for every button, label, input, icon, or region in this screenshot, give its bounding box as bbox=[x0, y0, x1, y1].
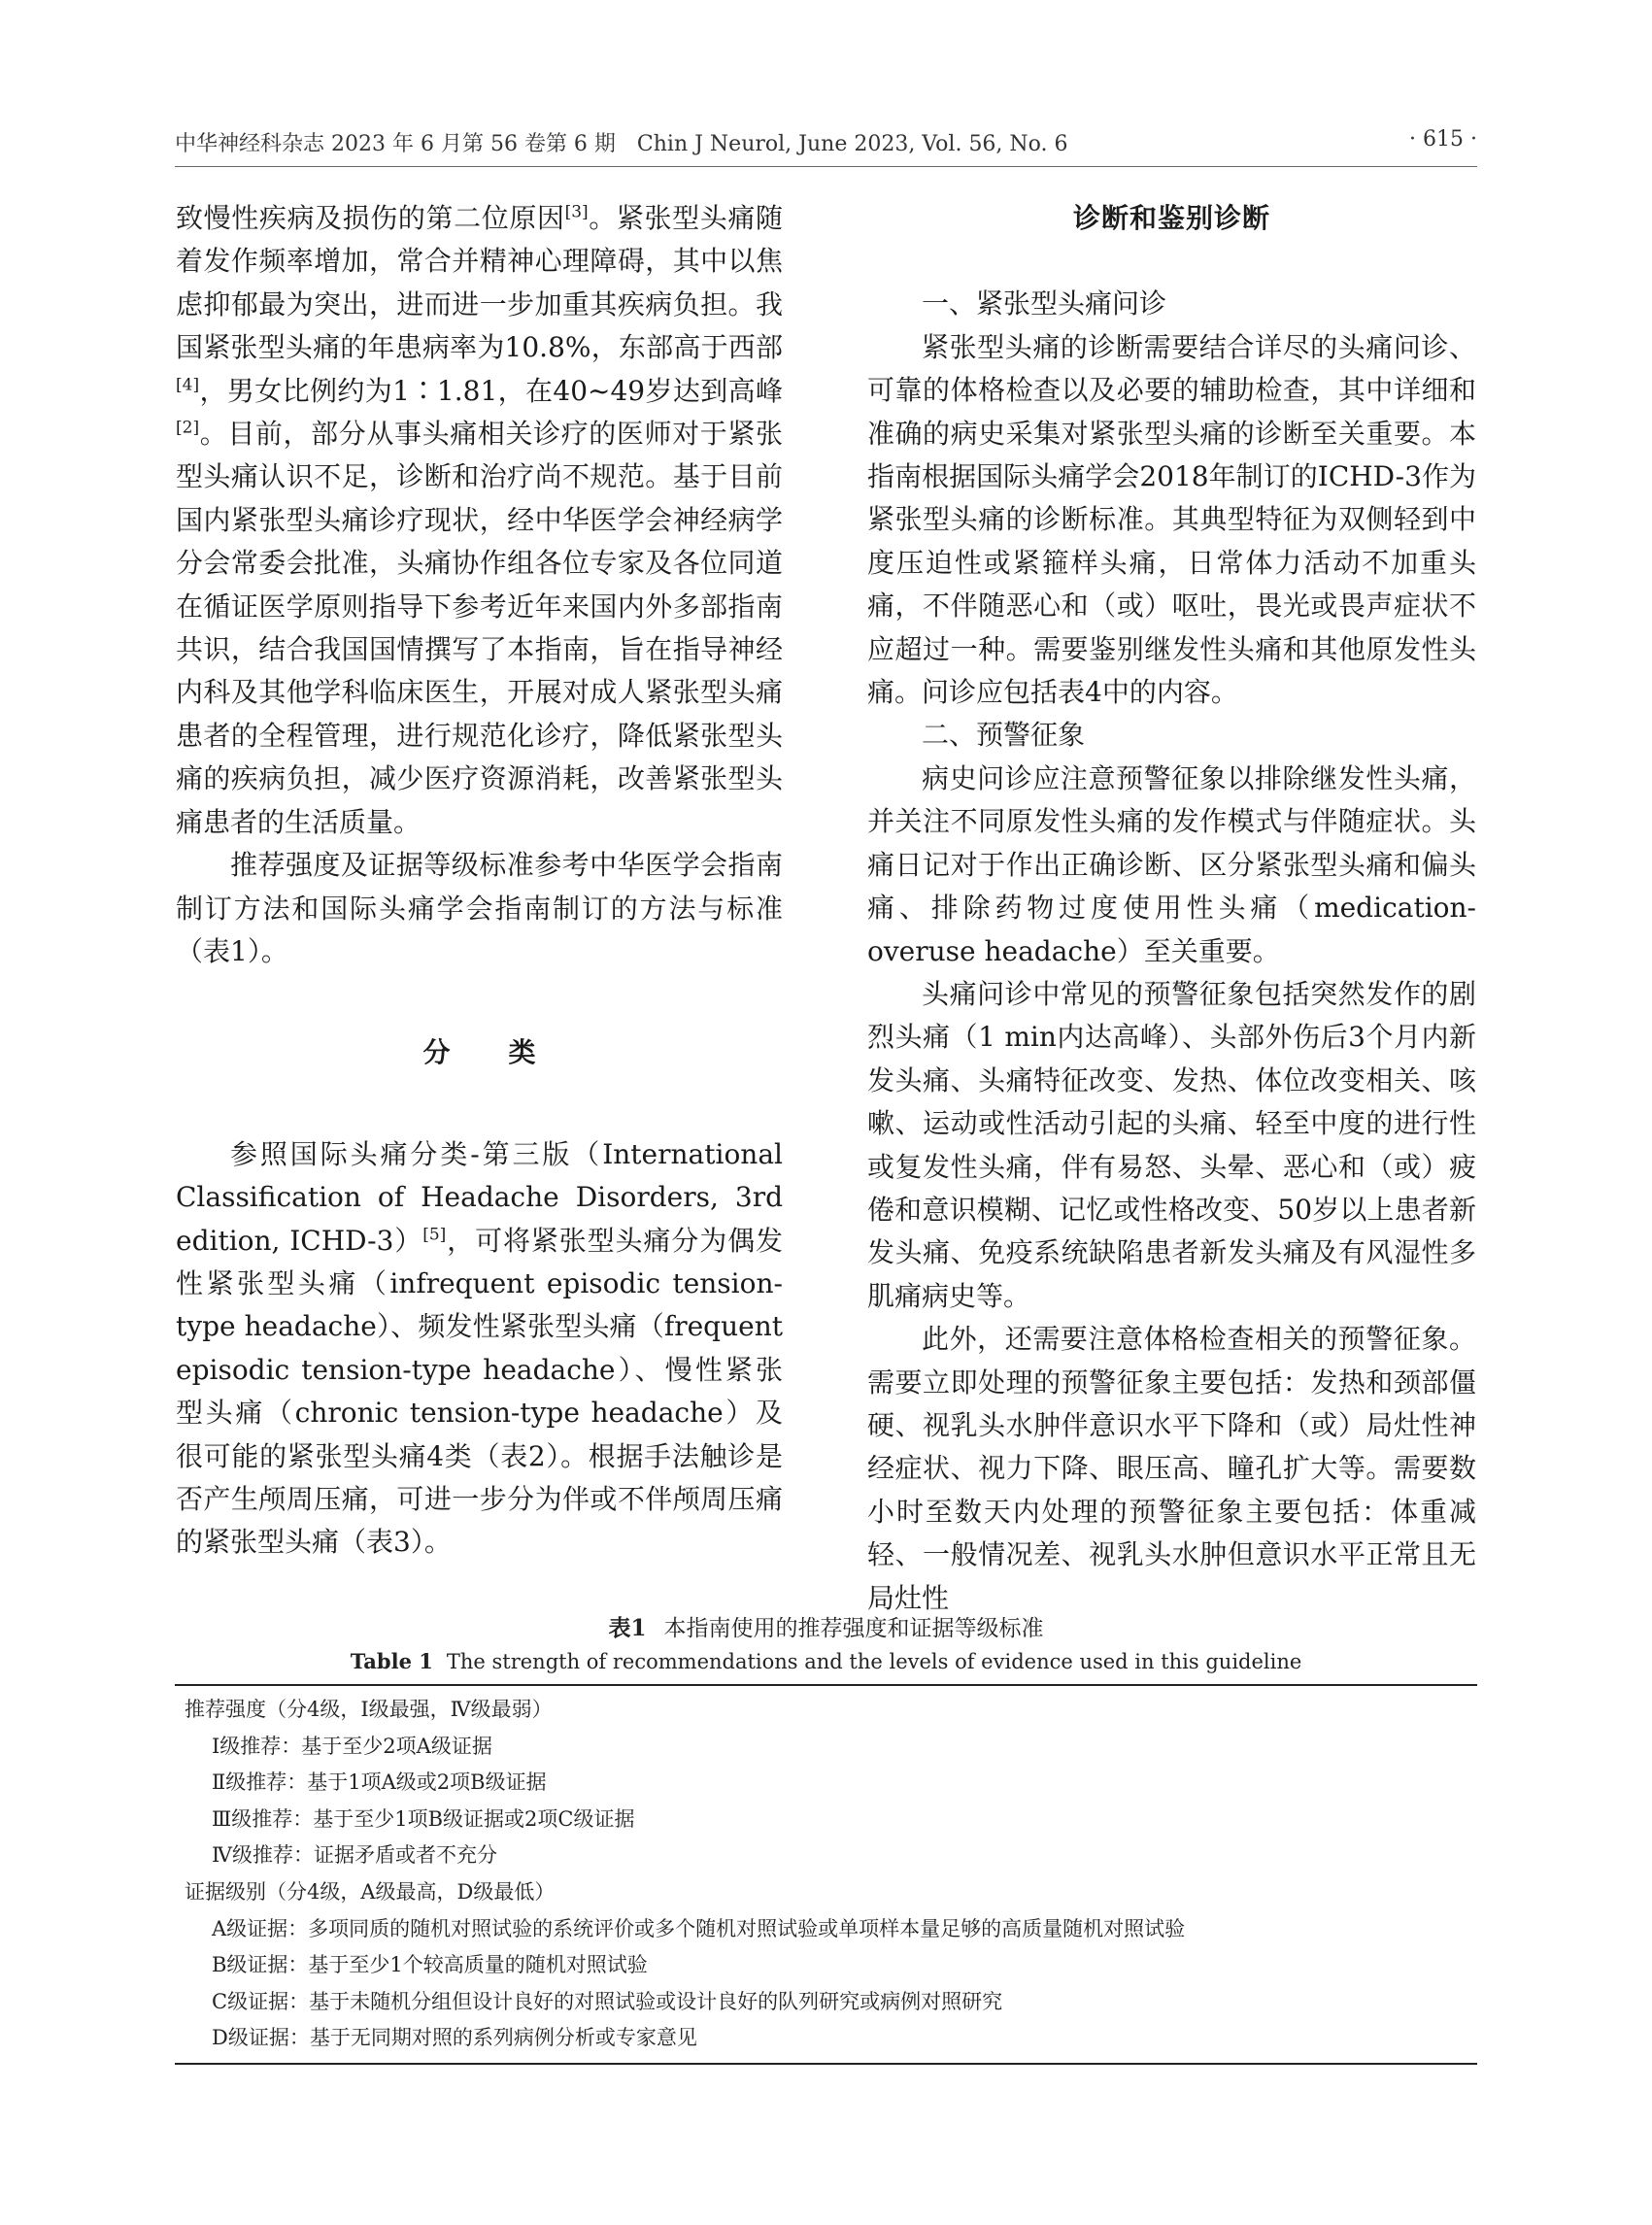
table-row: Ⅳ级推荐：证据矛盾或者不充分 bbox=[212, 1843, 497, 1868]
spacer bbox=[176, 973, 783, 1031]
spacer bbox=[867, 240, 1476, 283]
section-heading-diagnosis: 诊断和鉴别诊断 bbox=[1072, 202, 1270, 234]
right-column bbox=[867, 197, 1476, 1620]
page-number: · 615 · bbox=[1409, 127, 1477, 152]
warning-paragraph-1: 病史问诊应注意预警征象以排除继发性头痛，并关注不同原发性头痛的发作模式与伴随症状。头痛日记对于作出正确诊断、区分紧张型头痛和偏头痛、排除药物过度使用性头痛（medication-overuse headache）至关重要。 bbox=[867, 761, 1476, 967]
spacer bbox=[176, 1075, 783, 1133]
intro-text-1: 致慢性疾病及损伤的第二位原因 bbox=[176, 202, 565, 234]
table-caption-cn: 本指南使用的推荐强度和证据等级标准 bbox=[663, 1616, 1044, 1641]
table-body bbox=[175, 1686, 1477, 2063]
intro-text-4: 。目前，部分从事头痛相关诊疗的医师对于紧张型头痛认识不足，诊断和治疗尚不规范。基于目前国内紧张型头痛诊疗现状，经中华医学会神经病学分会常委会批准，头痛协作组各位专家及各位同道在循证医学原则指导下参考近年来国内外多部指南共识，结合我国国情撰写了本指南，旨在指导神经内科及其他学科临床医生，开展对成人紧张型头痛患者的全程管理，进行规范化诊疗，降低紧张型头痛的疾病负担，减少医疗资源消耗，改善紧张型头痛患者的生活质量。 bbox=[176, 418, 783, 838]
table-row: C级证据：基于未随机分组但设计良好的对照试验或设计良好的队列研究或病例对照研究 bbox=[212, 1989, 1003, 2013]
table-label-cn: 表1 bbox=[608, 1615, 647, 1641]
table-row: Ⅱ级推荐：基于1项A级或2项B级证据 bbox=[212, 1770, 547, 1795]
table-row: Ⅰ级推荐：基于至少2项A级证据 bbox=[212, 1734, 492, 1758]
table-title-en bbox=[175, 1645, 1477, 1678]
section-heading-classification: 分类 bbox=[422, 1036, 594, 1069]
subheading-warning-signs: 二、预警征象 bbox=[922, 719, 1086, 752]
reference-marker[interactable]: [5] bbox=[422, 1225, 447, 1245]
reference-marker[interactable]: [4] bbox=[176, 375, 200, 395]
table-bottom-rule bbox=[175, 2063, 1477, 2065]
subheading-interview: 一、紧张型头痛问诊 bbox=[922, 287, 1167, 320]
classification-paragraph bbox=[176, 1133, 783, 1565]
table-row: 证据级别（分4级，A级最高，D级最低） bbox=[185, 1879, 556, 1904]
evidence-standard-paragraph: 推荐强度及证据等级标准参考中华医学会指南制订方法和国际头痛学会指南制订的方法与标准（表1）。 bbox=[176, 849, 783, 967]
table-label-en: Table 1 bbox=[350, 1649, 433, 1673]
table-row: 推荐强度（分4级，Ⅰ级最强，Ⅳ级最弱） bbox=[185, 1698, 553, 1721]
table-row: Ⅲ级推荐：基于至少1项B级证据或2项C级证据 bbox=[212, 1806, 635, 1831]
table-row: A级证据：多项同质的随机对照试验的系统评价或多个随机对照试验或单项样本量足够的高质量随机对照试验 bbox=[212, 1916, 1186, 1940]
intro-text-2: 。紧张型头痛随着发作频率增加，常合并精神心理障碍，其中以焦虑抑郁最为突出，进而进一步加重其疾病负担。我国紧张型头痛的年患病率为10.8%，东部高于西部 bbox=[176, 202, 783, 364]
intro-text-3: ，男女比例约为1∶1.81，在40~49岁达到高峰 bbox=[199, 374, 783, 407]
header-divider bbox=[175, 166, 1477, 167]
classification-text-2: ，可将紧张型头痛分为偶发性紧张型头痛（infrequent episodic tension-type headache）、频发性紧张型头痛（frequent episodic tension-type headache）、慢性紧张型头痛（chronic tension-type headache）及很可能的紧张型头痛4类（表2）。根据手法触诊是否产生颅周压痛，可进一步分为伴或不伴颅周压痛的紧张型头痛（表3）。 bbox=[176, 1224, 783, 1559]
intro-paragraph bbox=[176, 197, 783, 844]
warning-paragraph-2: 头痛问诊中常见的预警征象包括突然发作的剧烈头痛（1 min内达高峰）、头部外伤后3个月内新发头痛、头痛特征改变、发热、体位改变相关、咳嗽、运动或性活动引起的头痛、轻至中度的进行性或复发性头痛，伴有易怒、头晕、恶心和（或）疲倦和意识模糊、记忆或性格改变、50岁以上患者新发头痛、免疫系统缺陷患者新发头痛及有风湿性多肌痛病史等。 bbox=[867, 977, 1476, 1312]
left-column bbox=[176, 197, 783, 1565]
running-header bbox=[175, 127, 1477, 166]
table-row: B级证据：基于至少1个较高质量的随机对照试验 bbox=[212, 1953, 648, 1977]
reference-marker[interactable]: [2] bbox=[176, 418, 200, 438]
interview-paragraph: 紧张型头痛的诊断需要结合详尽的头痛问诊、可靠的体格检查以及必要的辅助检查，其中详细和准确的病史采集对紧张型头痛的诊断至关重要。本指南根据国际头痛学会2018年制订的ICHD-3作为紧张型头痛的诊断标准。其典型特征为双侧轻到中度压迫性或紧箍样头痛，日常体力活动不加重头痛，不伴随恶心和（或）呕吐，畏光或畏声症状不应超过一种。需要鉴别继发性头痛和其他原发性头痛。问诊应包括表4中的内容。 bbox=[867, 330, 1476, 709]
classification-text-1: 参照国际头痛分类-第三版（International Classification of Headache Disorders, 3rd edition, ICHD-3） bbox=[176, 1137, 783, 1257]
warning-paragraph-3: 此外，还需要注意体格检查相关的预警征象。需要立即处理的预警征象主要包括：发热和颈部僵硬、视乳头水肿伴意识水平下降和（或）局灶性神经症状、视力下降、眼压高、瞳孔扩大等。需要数小时至数天内处理的预警征象主要包括：体重减轻、一般情况差、视乳头水肿但意识水平正常且无局灶性 bbox=[867, 1323, 1476, 1614]
table-1 bbox=[175, 1612, 1477, 2065]
table-title-cn bbox=[175, 1612, 1477, 1645]
table-row: D级证据：基于无同期对照的系列病例分析或专家意见 bbox=[212, 2026, 697, 2050]
reference-marker[interactable]: [3] bbox=[564, 202, 589, 222]
journal-citation: 中华神经科杂志 2023 年 6 月第 56 卷第 6 期 Chin J Neurol, June 2023, Vol. 56, No. 6 bbox=[175, 132, 1068, 156]
table-caption-en: The strength of recommendations and the levels of evidence used in this guideline bbox=[446, 1650, 1302, 1673]
